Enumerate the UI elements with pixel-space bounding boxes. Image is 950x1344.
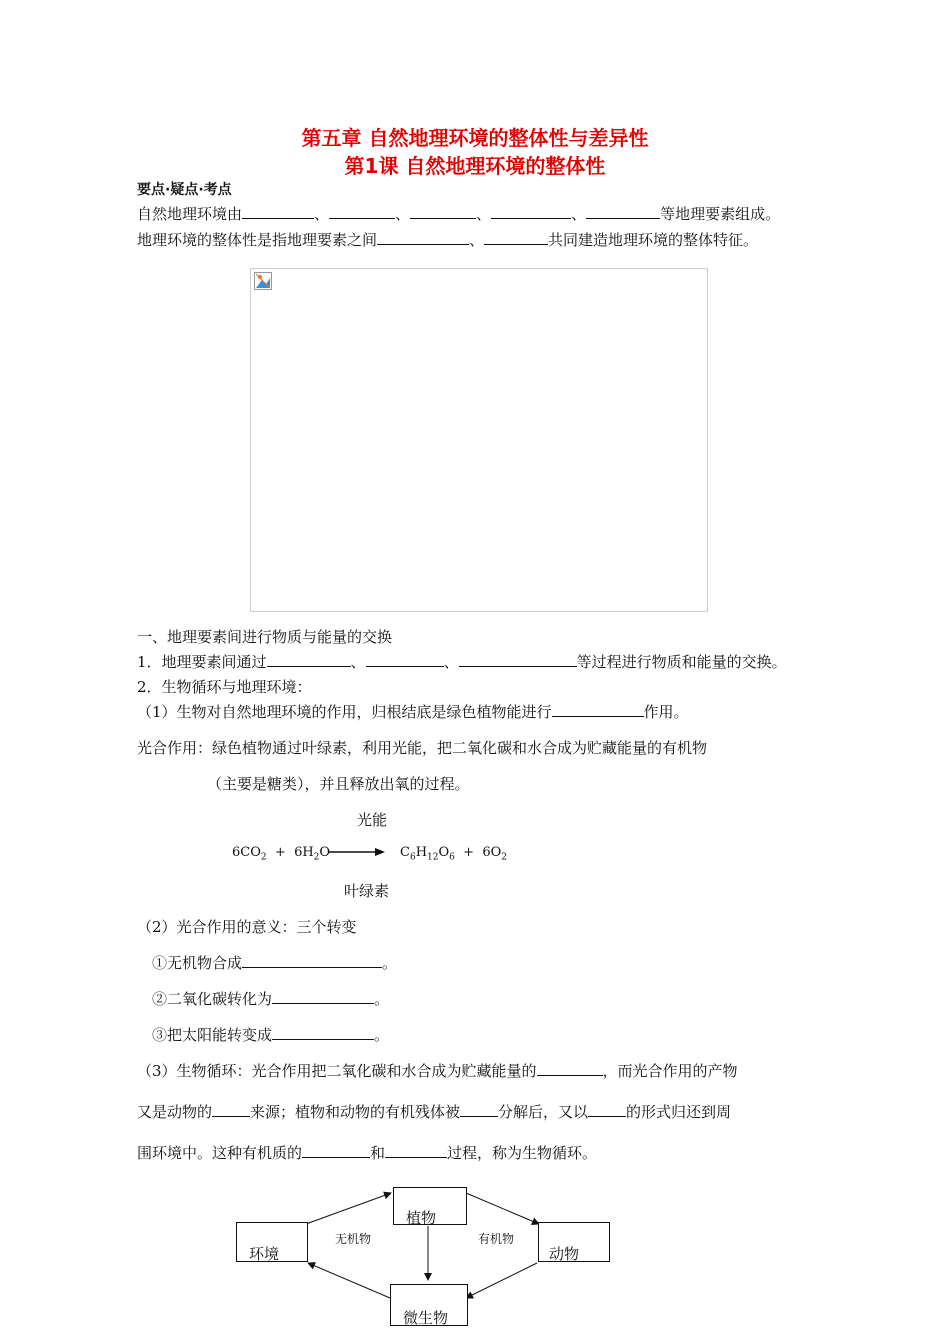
sec1-heading: 一、地理要素间进行物质与能量的交换	[137, 628, 393, 646]
blank[interactable]	[385, 1143, 447, 1158]
section-heading: 要点·疑点·考点	[137, 182, 232, 198]
blank[interactable]	[242, 953, 382, 968]
node-animal: 动物	[538, 1222, 610, 1262]
blank[interactable]	[272, 989, 374, 1004]
blank[interactable]	[329, 204, 395, 219]
blank[interactable]	[459, 652, 577, 667]
equation-condition-chlorophyll: 叶绿素	[344, 882, 390, 900]
label-inorganic: 无机物	[335, 1232, 372, 1246]
item-1: 1．地理要素间通过 、 、 等过程进行物质和能量的交换。	[137, 653, 787, 671]
para-integrity: 地理环境的整体性是指地理要素之间 、 共同建造地理环境的整体特征。	[137, 231, 759, 249]
blank[interactable]	[460, 1102, 498, 1117]
equation-lhs: $6CO_2 + 6H_2O$	[232, 845, 331, 863]
arrow-microbe-to-env	[308, 1263, 390, 1298]
item-2-1: （1）生物对自然地理环境的作用，归根结底是绿色植物能进行 作用。	[137, 703, 689, 721]
blank[interactable]	[491, 204, 571, 219]
blank[interactable]	[212, 1102, 250, 1117]
blank[interactable]	[366, 652, 444, 667]
item-2-3-line1: （3）生物循环：光合作用把二氧化碳和水合成为贮藏能量的 ，而光合作用的产物	[137, 1062, 738, 1080]
label-organic: 有机物	[478, 1232, 515, 1246]
node-environment: 环境	[236, 1222, 308, 1262]
photosynthesis-definition-cont: （主要是糖类），并且释放出氧的过程。	[207, 775, 470, 793]
blank[interactable]	[586, 204, 660, 219]
item-2-3-line3: 围环境中。这种有机质的 和 过程，称为生物循环。	[137, 1144, 598, 1162]
blank[interactable]	[552, 702, 644, 717]
blank[interactable]	[377, 230, 469, 245]
blank[interactable]	[537, 1061, 603, 1076]
node-plant: 植物	[393, 1187, 467, 1225]
blank[interactable]	[272, 1025, 374, 1040]
para-elements: 自然地理环境由 、 、 、 、 等地理要素组成。	[137, 205, 781, 223]
arrow-env-to-plant	[306, 1193, 391, 1224]
item-2-3-line2: 又是动物的 来源；植物和动物的有机残体被 分解后，又以 的形式归还到周	[137, 1103, 732, 1121]
item-2: 2．生物循环与地理环境：	[137, 678, 312, 696]
equation-condition-light: 光能	[357, 811, 388, 829]
photosynthesis-definition: 光合作用：绿色植物通过叶绿素，利用光能，把二氧化碳和水合成为贮藏能量的有机物	[137, 739, 708, 757]
arrow-plant-to-animal	[466, 1193, 539, 1224]
lesson-title: 第1课 自然地理环境的整体性	[344, 154, 606, 178]
item-2-2: （2）光合作用的意义：三个转变	[137, 918, 357, 936]
blank[interactable]	[588, 1102, 626, 1117]
node-microbe: 微生物	[390, 1284, 468, 1326]
arrow-animal-to-microbe	[466, 1263, 537, 1298]
image-placeholder	[250, 268, 708, 612]
bullet-1: ①无机物合成 。	[152, 954, 398, 972]
blank[interactable]	[410, 204, 476, 219]
chapter-title: 第五章 自然地理环境的整体性与差异性	[301, 126, 649, 150]
blank[interactable]	[302, 1143, 370, 1158]
blank[interactable]	[242, 204, 314, 219]
broken-image-icon	[254, 272, 272, 290]
blank[interactable]	[484, 230, 548, 245]
bullet-2: ②二氧化碳转化为 。	[152, 990, 390, 1008]
equation-rhs: $C_6H_{12}O_6 + 6O_2$	[400, 845, 507, 863]
bullet-3: ③把太阳能转变成 。	[152, 1026, 390, 1044]
reaction-arrow-icon	[327, 846, 387, 858]
blank[interactable]	[267, 652, 351, 667]
